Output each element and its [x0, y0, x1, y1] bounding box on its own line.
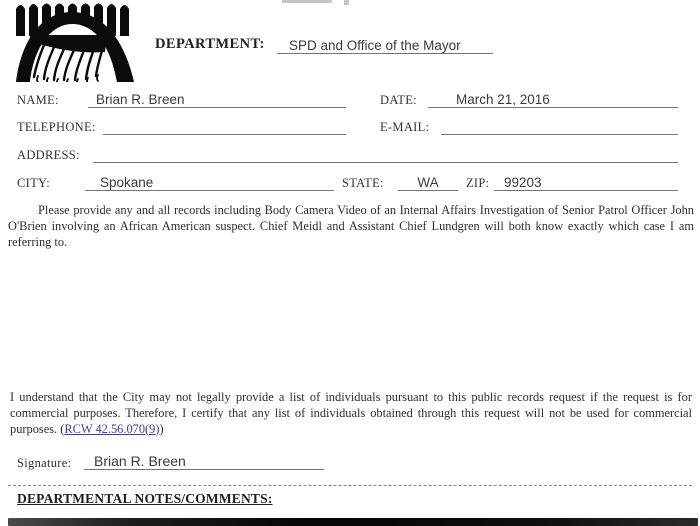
city-label: CITY: — [17, 176, 50, 190]
telephone-field[interactable] — [103, 119, 346, 135]
state-value: WA — [417, 175, 439, 190]
scan-artifact-top — [282, 0, 332, 3]
date-value: March 21, 2016 — [456, 92, 550, 107]
address-label: ADDRESS: — [17, 148, 80, 162]
department-label: DEPARTMENT: — [155, 36, 265, 52]
name-field[interactable] — [88, 92, 346, 108]
signature-value: Brian R. Breen — [94, 453, 186, 469]
department-value: SPD and Office of the Mayor — [289, 38, 461, 53]
scan-artifact-top-dot — [344, 0, 349, 5]
name-label: NAME: — [17, 93, 59, 107]
city-value: Spokane — [100, 175, 154, 190]
department-field[interactable] — [277, 38, 493, 54]
state-field[interactable] — [398, 175, 458, 191]
zip-value: 99203 — [504, 175, 542, 190]
certification-text-before: I understand that the City may not legally provide a list of individuals pursuant to this public records request if the request is for commercial purposes. Therefore, I certify that any list of individuals obtained through this request will not be used for commercial purposes. ( — [10, 390, 692, 436]
date-label: DATE: — [380, 93, 417, 107]
request-description: Please provide any and all records including Body Camera Video of an Internal Affairs Investigation of Senior Patrol Officer John O'Brien involving an African American suspect. Chief Meidl and Assistant Chief Lundgren will both know exactly which case I am referring to. — [8, 203, 694, 249]
date-field[interactable] — [428, 92, 678, 108]
certification-text-after: ) — [159, 421, 164, 436]
telephone-label: TELEPHONE: — [17, 120, 96, 134]
email-label: E-MAIL: — [380, 120, 430, 134]
section-divider — [8, 485, 692, 486]
certification-statement — [10, 390, 692, 437]
signature-field[interactable] — [84, 454, 324, 470]
rcw-statute-link[interactable]: RCW 42.56.070(9) — [64, 421, 160, 436]
zip-field[interactable] — [494, 175, 678, 191]
scan-edge-bar — [8, 518, 698, 526]
spokane-bridge-falls-logo — [14, 2, 136, 82]
state-label: STATE: — [342, 176, 384, 190]
email-field[interactable] — [441, 119, 678, 135]
zip-label: ZIP: — [466, 176, 490, 190]
address-field[interactable] — [93, 147, 678, 163]
signature-label: Signature: — [17, 456, 72, 470]
departmental-notes-heading: DEPARTMENTAL NOTES/COMMENTS: — [17, 491, 273, 506]
name-value: Brian R. Breen — [96, 92, 185, 107]
city-field[interactable] — [85, 175, 334, 191]
